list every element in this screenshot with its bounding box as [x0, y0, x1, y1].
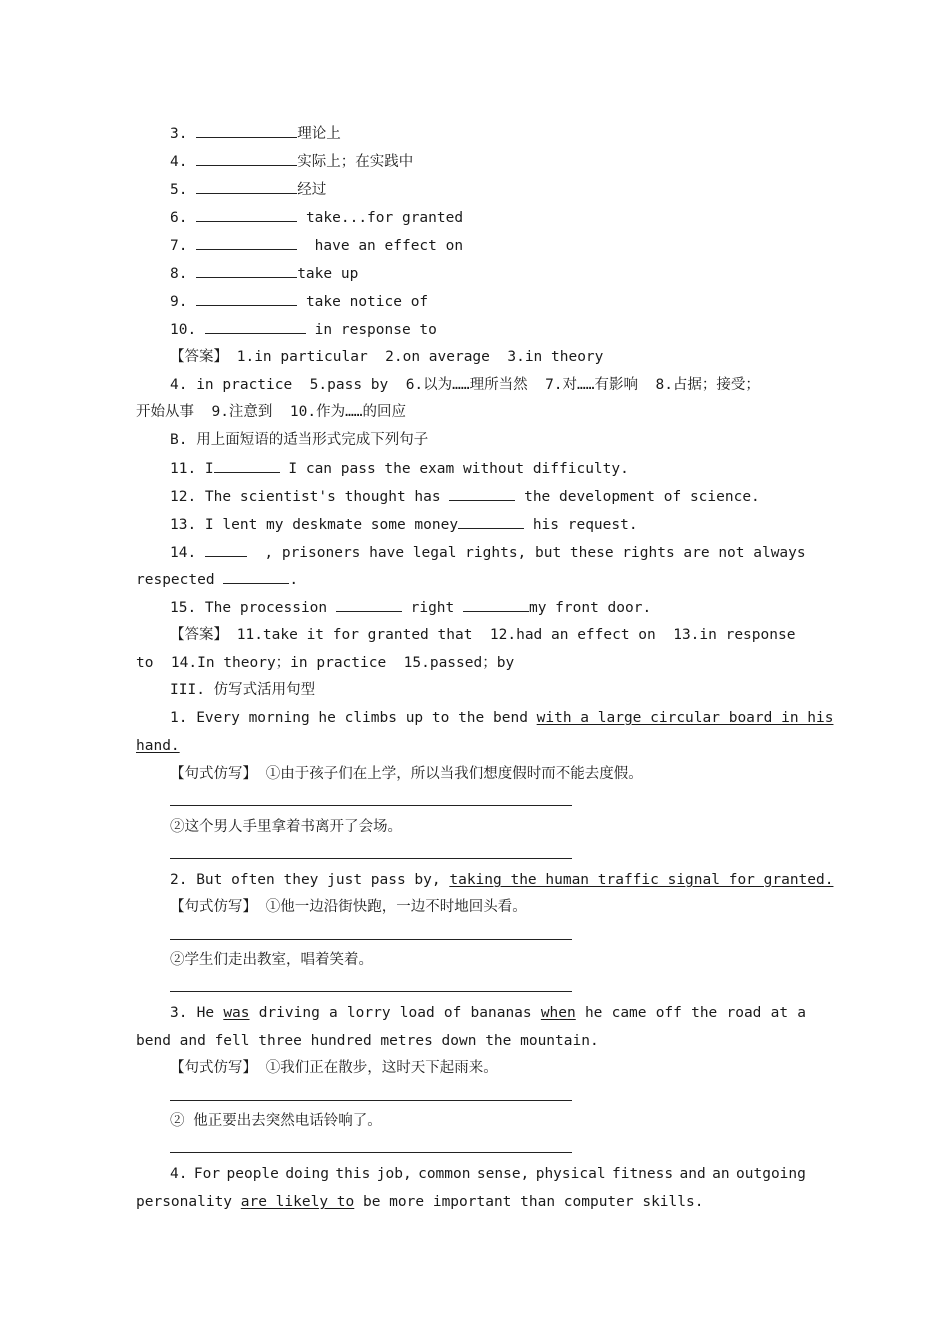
answer-line: 【答案】 1.in particular 2.on average 3.in theory — [170, 349, 604, 365]
writing-line[interactable] — [170, 991, 572, 992]
answer-label: 【答案】 — [170, 627, 228, 643]
pattern-4: 4. For people doing this job, common sense, physical fitness and an outgoing — [170, 1166, 806, 1182]
pattern-4-cont: personality are likely to be more important than computer skills. — [136, 1194, 704, 1210]
answer-blank[interactable] — [196, 179, 297, 194]
imitation-prompt: 【句式仿写】 ①我们正在散步，这时天下起雨来。 — [170, 1060, 498, 1076]
imitation-label: 【句式仿写】 — [170, 766, 257, 782]
list-item-9: 9. take notice of — [170, 291, 428, 312]
answer-blank[interactable] — [196, 235, 297, 250]
writing-line[interactable] — [170, 1100, 572, 1101]
sentence-13: 13. I lent my deskmate some money his request. — [170, 514, 638, 535]
imitation-prompt: ② 他正要出去突然电话铃响了。 — [170, 1113, 382, 1129]
answer-blank[interactable] — [196, 151, 297, 166]
writing-line[interactable] — [170, 858, 572, 859]
answer-blank[interactable] — [223, 569, 289, 584]
imitation-prompt: ②学生们走出教室，唱着笑着。 — [170, 952, 373, 968]
answer-line: 4. in practice 5.pass by 6.以为……理所当然 7.对……有影响 8.占据；接受； — [170, 377, 760, 393]
writing-line[interactable] — [170, 805, 572, 806]
imitation-label: 【句式仿写】 — [170, 899, 257, 915]
answer-blank[interactable] — [196, 263, 297, 278]
sentence-14: 14. , prisoners have legal rights, but these rights are not always — [170, 542, 806, 563]
list-item-6: 6. take...for granted — [170, 207, 463, 228]
answer-blank[interactable] — [449, 486, 515, 501]
writing-line[interactable] — [170, 939, 572, 940]
answer-line: 【答案】 11.take it for granted that 12.had an effect on 13.in response — [170, 627, 796, 643]
imitation-prompt: 【句式仿写】 ①由于孩子们在上学，所以当我们想度假时而不能去度假。 — [170, 766, 643, 782]
section-heading: III. 仿写式活用句型 — [170, 682, 316, 698]
section-heading: B. 用上面短语的适当形式完成下列句子 — [170, 432, 429, 448]
answer-line: to 14.In theory；in practice 15.passed；by — [136, 655, 515, 671]
imitation-label: 【句式仿写】 — [170, 1060, 257, 1076]
pattern-1-cont: hand. — [136, 738, 180, 754]
pattern-1: 1. Every morning he climbs up to the bend with a large circular board in his — [170, 710, 834, 726]
imitation-prompt: 【句式仿写】 ①他一边沿街快跑，一边不时地回头看。 — [170, 899, 527, 915]
imitation-prompt: ②这个男人手里拿着书离开了会场。 — [170, 819, 402, 835]
pattern-2: 2. But often they just pass by, taking the human traffic signal for granted. — [170, 872, 834, 888]
list-item-7: 7. have an effect on — [170, 235, 463, 256]
answer-label: 【答案】 — [170, 349, 228, 365]
answer-blank[interactable] — [196, 207, 297, 222]
sentence-15: 15. The procession right my front door. — [170, 597, 651, 618]
list-item-10: 10. in response to — [170, 319, 437, 340]
answer-blank[interactable] — [205, 542, 247, 557]
answer-blank[interactable] — [463, 597, 529, 612]
pattern-3-cont: bend and fell three hundred metres down the mountain. — [136, 1033, 599, 1049]
answer-line: 开始从事 9.注意到 10.作为……的回应 — [136, 404, 407, 420]
list-item-8: 8. take up — [170, 263, 358, 284]
answer-blank[interactable] — [336, 597, 402, 612]
answer-blank[interactable] — [205, 319, 306, 334]
list-item-4: 4. 实际上；在实践中 — [170, 151, 413, 172]
sentence-12: 12. The scientist's thought has the development of science. — [170, 486, 760, 507]
answer-blank[interactable] — [458, 514, 524, 529]
answer-blank[interactable] — [214, 458, 280, 473]
list-item-3: 3. 理论上 — [170, 123, 341, 144]
writing-line[interactable] — [170, 1152, 572, 1153]
list-item-5: 5. 经过 — [170, 179, 326, 200]
answer-blank[interactable] — [196, 123, 297, 138]
sentence-11: 11. I I can pass the exam without difficulty. — [170, 458, 629, 479]
answer-blank[interactable] — [196, 291, 297, 306]
sentence-14-cont: respected . — [136, 569, 298, 590]
pattern-3: 3. He was driving a lorry load of bananas when he came off the road at a — [170, 1005, 806, 1021]
